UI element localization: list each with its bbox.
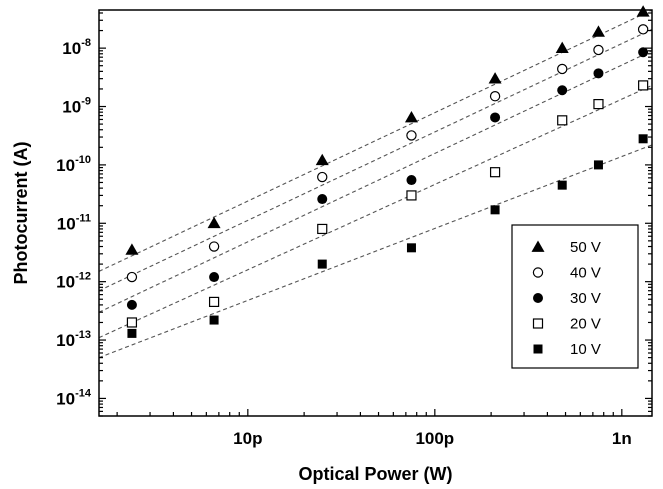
y-tick-label: $10^{-10}$ xyxy=(56,153,91,175)
legend-marker xyxy=(533,293,543,303)
data-point xyxy=(407,243,416,252)
x-tick-label: 10p xyxy=(233,429,263,448)
data-point xyxy=(406,175,416,185)
data-point xyxy=(639,134,648,143)
data-point xyxy=(407,191,416,200)
x-axis-title: Optical Power (W) xyxy=(298,464,453,484)
data-point xyxy=(208,217,221,228)
y-tick-label: $10^{-12}$ xyxy=(56,270,91,292)
legend-label: 10 V xyxy=(570,341,601,358)
legend-marker xyxy=(533,268,542,277)
data-point xyxy=(594,45,603,54)
data-point xyxy=(558,181,567,190)
data-point xyxy=(556,42,569,53)
y-tick-label: $10^{-13}$ xyxy=(56,329,91,351)
data-point xyxy=(593,68,603,78)
data-point xyxy=(407,131,416,140)
legend xyxy=(512,225,638,368)
data-point xyxy=(125,243,138,254)
data-point xyxy=(638,47,648,57)
data-point xyxy=(637,5,650,16)
x-tick-label: 100p xyxy=(415,429,455,448)
data-point xyxy=(558,64,567,73)
data-point xyxy=(639,81,648,90)
data-point xyxy=(489,72,502,83)
data-point xyxy=(594,160,603,169)
data-point xyxy=(594,100,603,109)
legend-label: 40 V xyxy=(570,264,601,282)
data-point xyxy=(491,205,500,214)
legend-marker xyxy=(534,319,543,328)
legend-marker xyxy=(534,345,543,354)
data-point xyxy=(210,316,219,325)
data-point xyxy=(209,242,218,251)
data-point xyxy=(491,168,500,177)
data-point xyxy=(405,111,418,122)
data-point xyxy=(317,194,327,204)
y-tick-label: $10^{-9}$ xyxy=(62,95,91,117)
data-point xyxy=(127,272,136,281)
legend-label: 30 V xyxy=(570,290,601,307)
data-point xyxy=(318,224,327,233)
y-tick-label: $10^{-14}$ xyxy=(56,387,91,409)
data-point xyxy=(558,116,567,125)
data-point xyxy=(316,154,329,165)
data-point xyxy=(639,25,648,34)
x-tick-label: 1n xyxy=(611,429,632,448)
data-point xyxy=(490,92,499,101)
data-point xyxy=(318,260,327,269)
data-point xyxy=(127,318,136,327)
y-axis-title: Photocurrent (A) xyxy=(11,141,31,285)
data-point xyxy=(209,272,219,282)
y-tick-label: $10^{-8}$ xyxy=(62,37,91,59)
data-point xyxy=(592,25,605,36)
data-point xyxy=(557,85,567,95)
legend-label: 20 V xyxy=(570,315,601,333)
y-tick-label: $10^{-11}$ xyxy=(56,212,91,234)
legend-label: 50 V xyxy=(570,239,601,256)
data-point xyxy=(127,329,136,338)
data-point xyxy=(318,172,327,181)
data-point xyxy=(210,297,219,306)
data-point xyxy=(127,300,137,310)
data-point xyxy=(490,112,500,122)
